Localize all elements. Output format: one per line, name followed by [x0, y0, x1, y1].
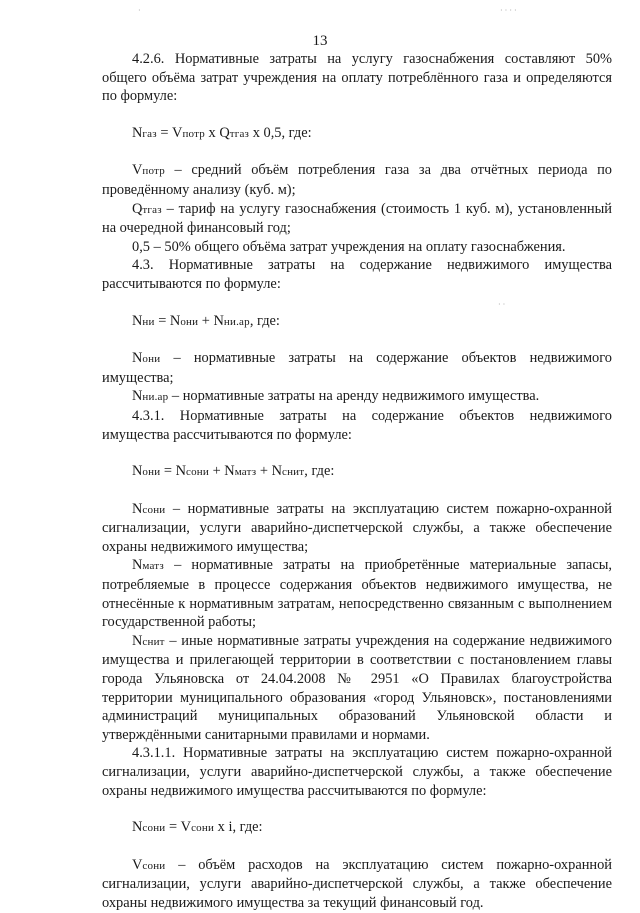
paragraph: Nни.ар – нормативные затраты на аренду недвижимого имущества. [132, 388, 540, 405]
paragraph: Nснит – иные нормативные затраты учреждения на содержание недвижимого имущества и прилегающей территории в соответствии с постановлением главы города Ульяновска от 24.04.2008 № 2951 «О Правилах благоустройства территории муниципального образования «город Ульяновск», постановлениями администраций муниципальных образований Ульяновской области и утверждёнными санитарными правилами и нормами. [102, 632, 612, 743]
formula: Nони = Nсони + Nматз + Nснит, где: [132, 463, 335, 480]
index-subscript: сони [191, 822, 215, 835]
index-subscript: ни.ар [223, 315, 250, 328]
paragraph-gap [102, 294, 612, 312]
paragraph: Qтгаз – тариф на услугу газоснабжения (стоимость 1 куб. м), установленный на очередной финансовый год; [102, 200, 612, 237]
paragraph-gap [102, 143, 612, 161]
index-subscript: они [142, 466, 161, 479]
index-subscript: сони [142, 503, 166, 516]
index-subscript: ни [142, 315, 155, 328]
index-subscript: матз [234, 466, 257, 479]
index-subscript: газ [142, 127, 157, 140]
formula: Nни = Nони + Nни.ар, где: [132, 312, 280, 329]
formula: Nсони = Vсони x i, где: [132, 819, 263, 836]
index-subscript: они [142, 353, 161, 366]
document-body [102, 50, 612, 913]
index-subscript: сони [186, 466, 209, 479]
paragraph-gap [102, 482, 612, 500]
paragraph: 4.2.6. Нормативные затраты на услугу газоснабжения составляют 50% общего объёма затрат учреждения на оплату потреблённого газа и определяются по формуле: [102, 51, 612, 105]
formula: Nгаз = Vпотр x Qтгаз x 0,5, где: [132, 124, 312, 141]
page-number: 13 [312, 33, 328, 49]
index-subscript: сони [142, 822, 166, 835]
index-subscript: снит [281, 466, 305, 479]
index-subscript: потр [142, 165, 165, 178]
paragraph: Nматз – нормативные затраты на приобретённые материальные запасы, потребляемые в процессе содержания объектов недвижимого имущества, не отнесённые к нормативным затратам, непосредственно связанным с выполнением государственной работы; [102, 557, 612, 631]
paragraph: Vсони – объём расходов на эксплуатацию систем пожарно-охранной сигнализации, услуги аварийно-диспетчерской службы, а также обеспечение охраны недвижимого имущества за текущий финансовый год. [102, 856, 612, 911]
scan-speck: · · [498, 300, 506, 309]
paragraph: Vпотр – средний объём потребления газа за два отчётных периода по проведённому анализу (куб. м); [102, 162, 612, 198]
paragraph: 4.3. Нормативные затраты на содержание недвижимого имущества рассчитываются по формуле: [102, 257, 612, 292]
index-subscript: матз [142, 560, 164, 573]
index-subscript: они [180, 315, 199, 328]
index-subscript: сони [142, 859, 166, 872]
paragraph-gap [102, 331, 612, 349]
index-subscript: ни.ар [142, 391, 169, 404]
index-subscript: тгаз [142, 203, 162, 216]
paragraph-gap [102, 838, 612, 856]
paragraph-gap [102, 106, 612, 124]
index-subscript: потр [182, 127, 205, 140]
paragraph: 0,5 – 50% общего объёма затрат учреждения на оплату газоснабжения. [132, 238, 566, 255]
paragraph: Nони – нормативные затраты на содержание объектов недвижимого имущества; [102, 350, 612, 386]
scan-speck: · · · · [500, 6, 517, 15]
paragraph-gap [102, 800, 612, 818]
paragraph: Nсони – нормативные затраты на эксплуатацию систем пожарно-охранной сигнализации, услуги аварийно-диспетчерской службы, а также обеспечение охраны недвижимого имущества; [102, 500, 612, 555]
paragraph: 4.3.1. Нормативные затраты на содержание объектов недвижимого имущества рассчитываются по формуле: [102, 407, 612, 443]
index-subscript: тгаз [229, 127, 250, 140]
paragraph: 4.3.1.1. Нормативные затраты на эксплуатацию систем пожарно-охранной сигнализации, услуги аварийно-диспетчерской службы, а также обеспечение охраны недвижимого имущества рассчитываются по формуле: [102, 745, 612, 799]
index-subscript: снит [142, 635, 165, 648]
paragraph-gap [102, 444, 612, 462]
scan-speck: · [138, 6, 141, 15]
